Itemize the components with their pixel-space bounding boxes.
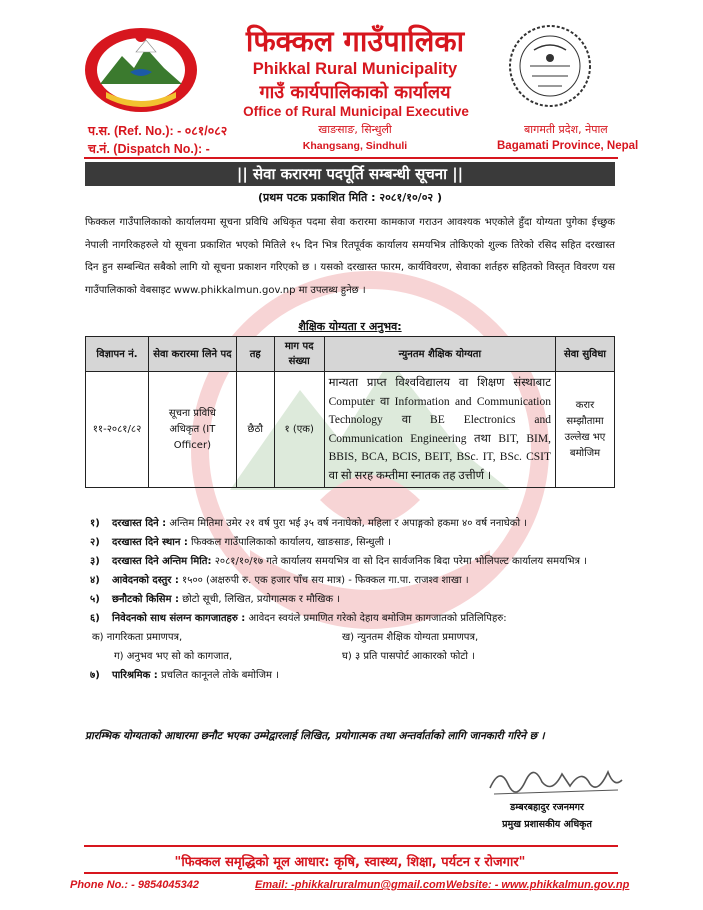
document-citizenship: क) नागरिकता प्रमाणपत्र, (92, 632, 183, 643)
municipality-name-np: फिक्कल गाउँपालिका (245, 24, 465, 58)
condition-item (90, 533, 615, 552)
first-published-date: (प्रथम पटक प्रकाशित मिति : २०८१/१०/०२ ) (257, 191, 443, 204)
table-header-row (86, 337, 615, 372)
documents-row (90, 647, 615, 666)
footer-email-link[interactable]: Email: -phikkalruralmun@gmail.com (255, 879, 446, 891)
header-post: सेवा करारमा लिने पद (148, 337, 236, 372)
header-count: माग पद संख्या (274, 337, 324, 372)
nepal-emblem-logo (80, 22, 202, 114)
condition-key: पारिश्रमिक : (112, 670, 158, 681)
header-ad-no: विज्ञापन नं. (86, 337, 149, 372)
handwritten-signature (486, 760, 626, 800)
notice-paragraph: फिक्कल गाउँपालिकाको कार्यालयमा सूचना प्रविधि अधिकृत पदमा सेवा करारमा कामकाज गराउन आवश्यक भएकोले हुँदा योग्यता पुगेका ईच्छुक नेपाली नागरिकहरुले यो सूचना प्रकाशित भएको मितिले १५ दिन भित्र रितपूर्वक कार्यालय समयभित्र तोकिएको शुल्क तिरेको रसिद सहित दरखास्त दिन हुन सम्बन्धित सबैको लागि यो सूचना प्रकाशन गरिएको छ । यसको दरखास्त फारम, कार्यविवरण, सेवाका शर्तहरु सहितको विस्तृत विवरण यस गाउँपालिकाको वेबसाइट www.phikkalmun.gov.np मा उपलब्ध हुनेछ । (85, 217, 615, 296)
condition-number: ६) (90, 613, 100, 624)
reference-number: प.स. (Ref. No.): - ०८१/०८२ (88, 124, 228, 138)
conditions-list (90, 514, 615, 685)
condition-key: निवेदनको साथ संलग्न कागजातहरु : (112, 613, 246, 624)
header-divider (84, 157, 618, 159)
province-np: बागमती प्रदेश, नेपाल (524, 123, 608, 136)
condition-number: ५) (90, 594, 100, 605)
footer-divider (84, 845, 618, 847)
document-experience: ग) अनुभव भए सो को कागजात, (114, 651, 233, 662)
document-photo: घ) ३ प्रति पासपोर्ट आकारको फोटो । (342, 651, 475, 662)
document-qualification: ख) न्युनतम शैक्षिक योग्यता प्रमाणपत्र, (342, 632, 479, 643)
header-qualification: न्युनतम शैक्षिक योग्यता (324, 337, 555, 372)
province-en: Bagamati Province, Nepal (497, 140, 639, 152)
cell-ad-no: ११-२०८१/८२ (86, 372, 149, 488)
dispatch-number: च.नं. (Dispatch No.): - (88, 142, 210, 156)
cell-count: १ (एक) (274, 372, 324, 488)
condition-key: आवेदनको दस्तुर : (112, 575, 179, 586)
footer-phone: Phone No.: - 9854045342 (70, 879, 200, 891)
cell-qualification: मान्यता प्राप्त विश्वविद्यालय वा शिक्षण संस्थाबाट Computer वा Information and Communication Technology वा BE Electronics and Communication Engineering तथा BIT, BIM, BBIS, BCA, BCIS, BEIT, BSc. IT, BSc. CSIT वा सो सरह कम्तीमा स्नातक तह उत्तीर्ण । (324, 372, 555, 488)
condition-text: अन्तिम मितिमा उमेर २१ वर्ष पुरा भई ३५ वर्ष ननाघेको, महिला र अपाङ्गको हकमा ४० वर्ष ननाघेको । (166, 518, 527, 529)
condition-text: छोटो सूची, लिखित, प्रयोगात्मक र मौखिक । (179, 594, 341, 605)
condition-text: प्रचलित कानूनले तोके बमोजिम । (157, 670, 279, 681)
cell-post: सूचना प्रविधि अधिकृत (IT Officer) (148, 372, 236, 488)
documents-row (90, 628, 615, 647)
condition-key: दरखास्त दिने स्थान : (112, 537, 188, 548)
condition-key: दरखास्त दिने : (112, 518, 167, 529)
condition-item (90, 590, 615, 609)
header-facility: सेवा सुविधा (556, 337, 615, 372)
condition-text: २०८१/१०/१७ गते कार्यालय समयभित्र वा सो दिन सार्वजनिक बिदा परेमा भोलिपल्ट कार्यालय समयभित्र । (211, 556, 588, 567)
notice-title-banner: || सेवा करारमा पदपूर्ति सम्बन्धी सूचना || (85, 162, 615, 186)
condition-key: छनौटको किसिम : (112, 594, 180, 605)
signatory-name: डम्बरबहादुर रजनमगर (510, 802, 584, 813)
condition-number: ३) (90, 556, 100, 567)
table-row (86, 372, 615, 488)
office-name-np: गाउँ कार्यपालिकाको कार्यालय (259, 82, 451, 103)
location-np: खाङसाङ, सिन्धुली (318, 123, 392, 136)
cell-facility: करार सम्झौतामा उल्लेख भए बमोजिम (556, 372, 615, 488)
condition-text: १५०० (अक्षरुपी रु. एक हजार पाँच सय मात्र) - फिक्कल गा.पा. राजश्व शाखा । (178, 575, 469, 586)
office-seal-stamp (500, 14, 600, 114)
signatory-title: प्रमुख प्रशासकीय अधिकृत (502, 819, 592, 830)
condition-text: आवेदन स्वयंले प्रमाणित गरेको देहाय बमोजिम कागजातको प्रतिलिपिहरु: (245, 613, 507, 624)
condition-number: १) (90, 518, 100, 529)
municipality-motto: "फिक्कल समृद्धिको मूल आधार: कृषि, स्वास्थ्य, शिक्षा, पर्यटन र रोजगार" (174, 855, 526, 870)
footer-divider-lower (84, 872, 618, 874)
location-en: Khangsang, Sindhuli (302, 140, 408, 152)
footer-website-link[interactable]: Website: - www.phikkalmun.gov.np (446, 879, 630, 891)
header-level: तह (236, 337, 274, 372)
table-caption: शैक्षिक योग्यता र अनुभव: (298, 320, 402, 333)
municipality-name-en: Phikkal Rural Municipality (252, 60, 458, 78)
condition-number: ४) (90, 575, 100, 586)
condition-key: दरखास्त दिने अन्तिम मिति: (112, 556, 212, 567)
condition-item (90, 514, 615, 533)
condition-item (90, 571, 615, 590)
closing-statement: प्रारम्भिक योग्यताको आधारमा छनौट भएका उम्मेद्वारलाई लिखित, प्रयोगात्मक तथा अन्तर्वार्ताको लागि जानकारी गरिने छ । (85, 730, 545, 742)
condition-text: फिक्कल गाउँपालिकाको कार्यालय, खाङसाङ, सिन्धुली । (187, 537, 391, 548)
condition-item (90, 609, 615, 628)
cell-level: छैठौ (236, 372, 274, 488)
condition-item (90, 666, 615, 685)
condition-item (90, 552, 615, 571)
condition-number: २) (90, 537, 100, 548)
vacancy-table (85, 336, 615, 488)
office-name-en: Office of Rural Municipal Executive (243, 104, 469, 119)
condition-number: ७) (90, 670, 100, 681)
